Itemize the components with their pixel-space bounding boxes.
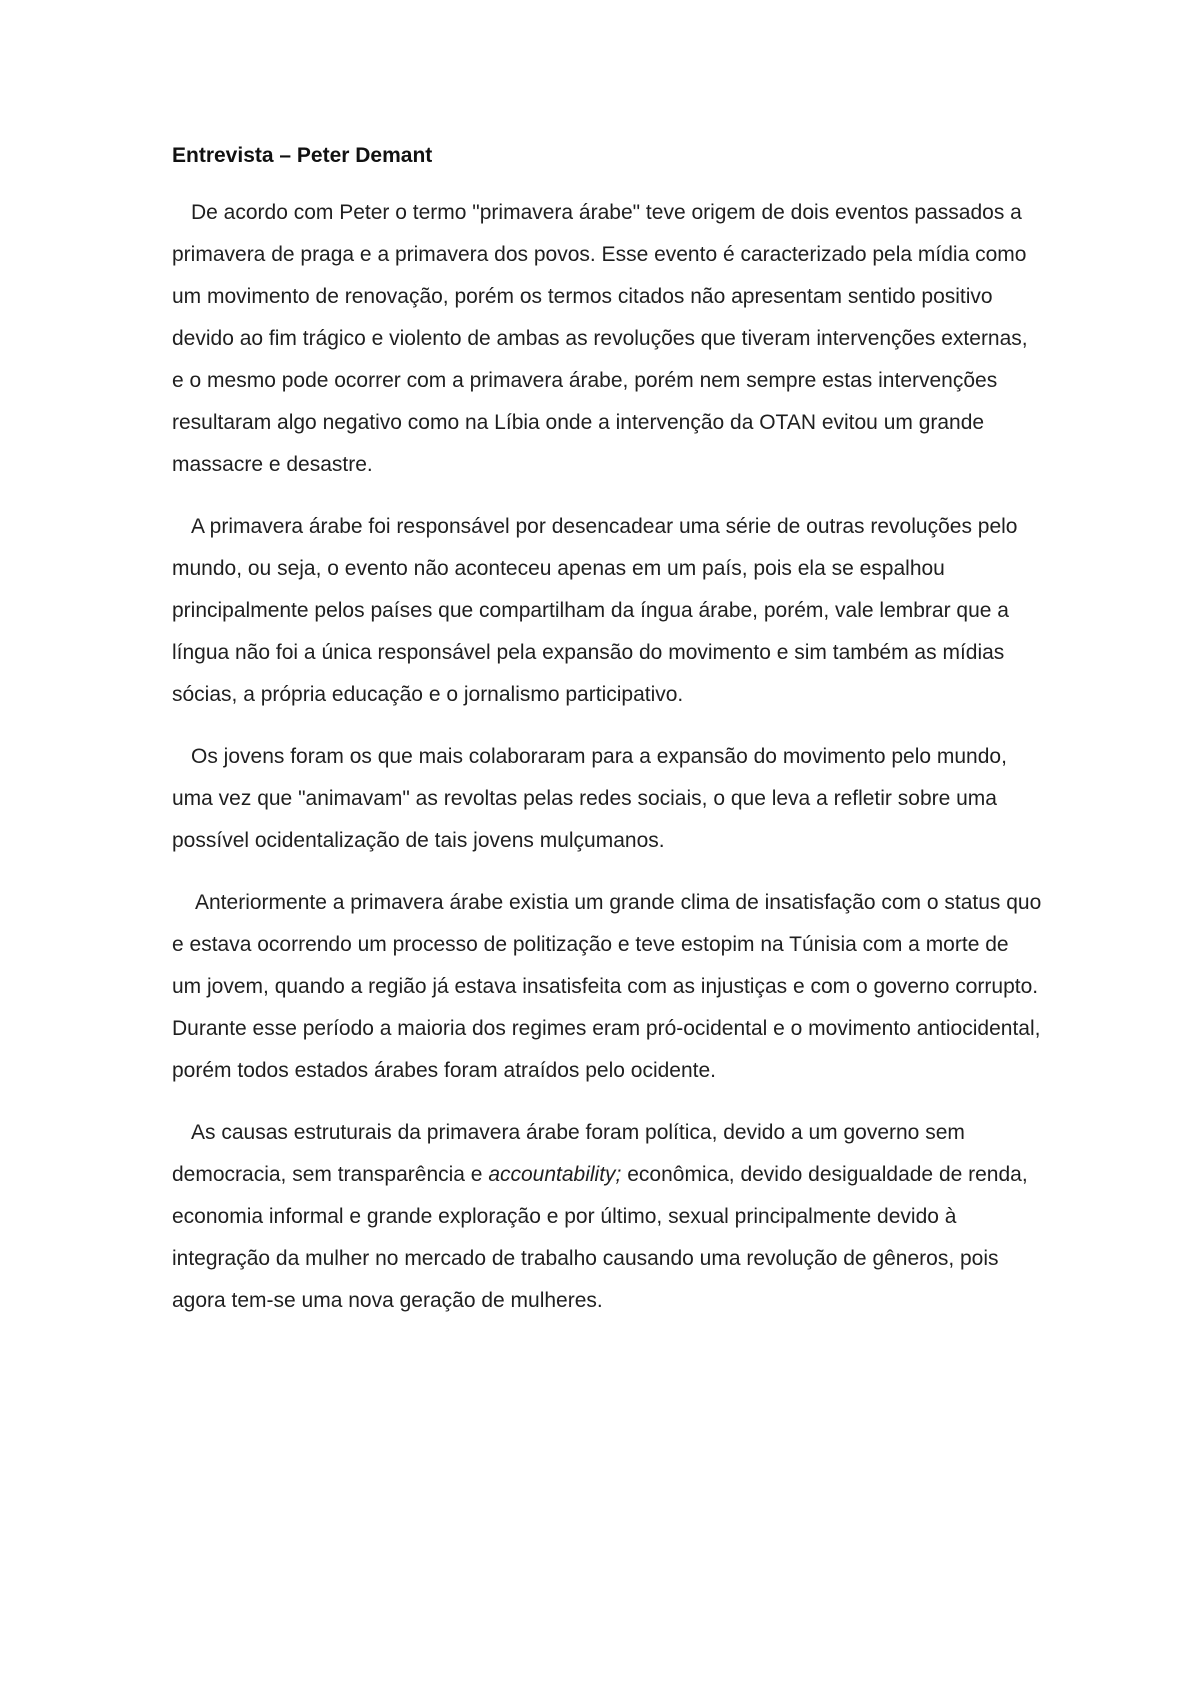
paragraph-5-text-end: econômica, devido desigualdade de renda, economia informal e grande exploração e por último, sexual principalmente devido à integração da mulher no mercado de trabalho causando uma revolução de gêneros, pois agora tem-se uma nova geração de mulheres. (172, 1163, 1028, 1312)
paragraph-5-text-start: As causas estruturais da primavera árabe foram política, devido a um governo sem democracia, sem transparência e (172, 1121, 965, 1186)
paragraph-5 (172, 1112, 1042, 1322)
document-title: Entrevista – Peter Demant (172, 144, 433, 167)
paragraph-4: Anteriormente a primavera árabe existia um grande clima de insatisfação com o status quo e estava ocorrendo um processo de politização e teve estopim na Túnisia com a morte de um jovem, quando a região já estava insatisfeita com as injustiças e com o governo corrupto. Durante esse período a maioria dos regimes eram pró-ocidental e o movimento antiocidental, porém todos estados árabes foram atraídos pelo ocidente. (172, 891, 1042, 1082)
paragraph-2: A primavera árabe foi responsável por desencadear uma série de outras revoluções pelo mundo, ou seja, o evento não aconteceu apenas em um país, pois ela se espalhou principalmente pelos países que compartilham da íngua árabe, porém, vale lembrar que a língua não foi a única responsável pela expansão do movimento e sim também as mídias sócias, a própria educação e o jornalismo participativo. (172, 515, 1018, 706)
paragraph-1: De acordo com Peter o termo "primavera árabe" teve origem de dois eventos passados a primavera de praga e a primavera dos povos. Esse evento é caracterizado pela mídia como um movimento de renovação, porém os termos citados não apresentam sentido positivo devido ao fim trágico e violento de ambas as revoluções que tiveram intervenções externas, e o mesmo pode ocorrer com a primavera árabe, porém nem sempre estas intervenções resultaram algo negativo como na Líbia onde a intervenção da OTAN evitou um grande massacre e desastre. (172, 201, 1028, 476)
paragraph-5-italic-term: accountability; (488, 1163, 622, 1186)
paragraph-3: Os jovens foram os que mais colaboraram para a expansão do movimento pelo mundo, uma vez que "animavam" as revoltas pelas redes sociais, o que leva a refletir sobre uma possível ocidentalização de tais jovens mulçumanos. (172, 745, 1007, 852)
document-body (172, 142, 1042, 1342)
